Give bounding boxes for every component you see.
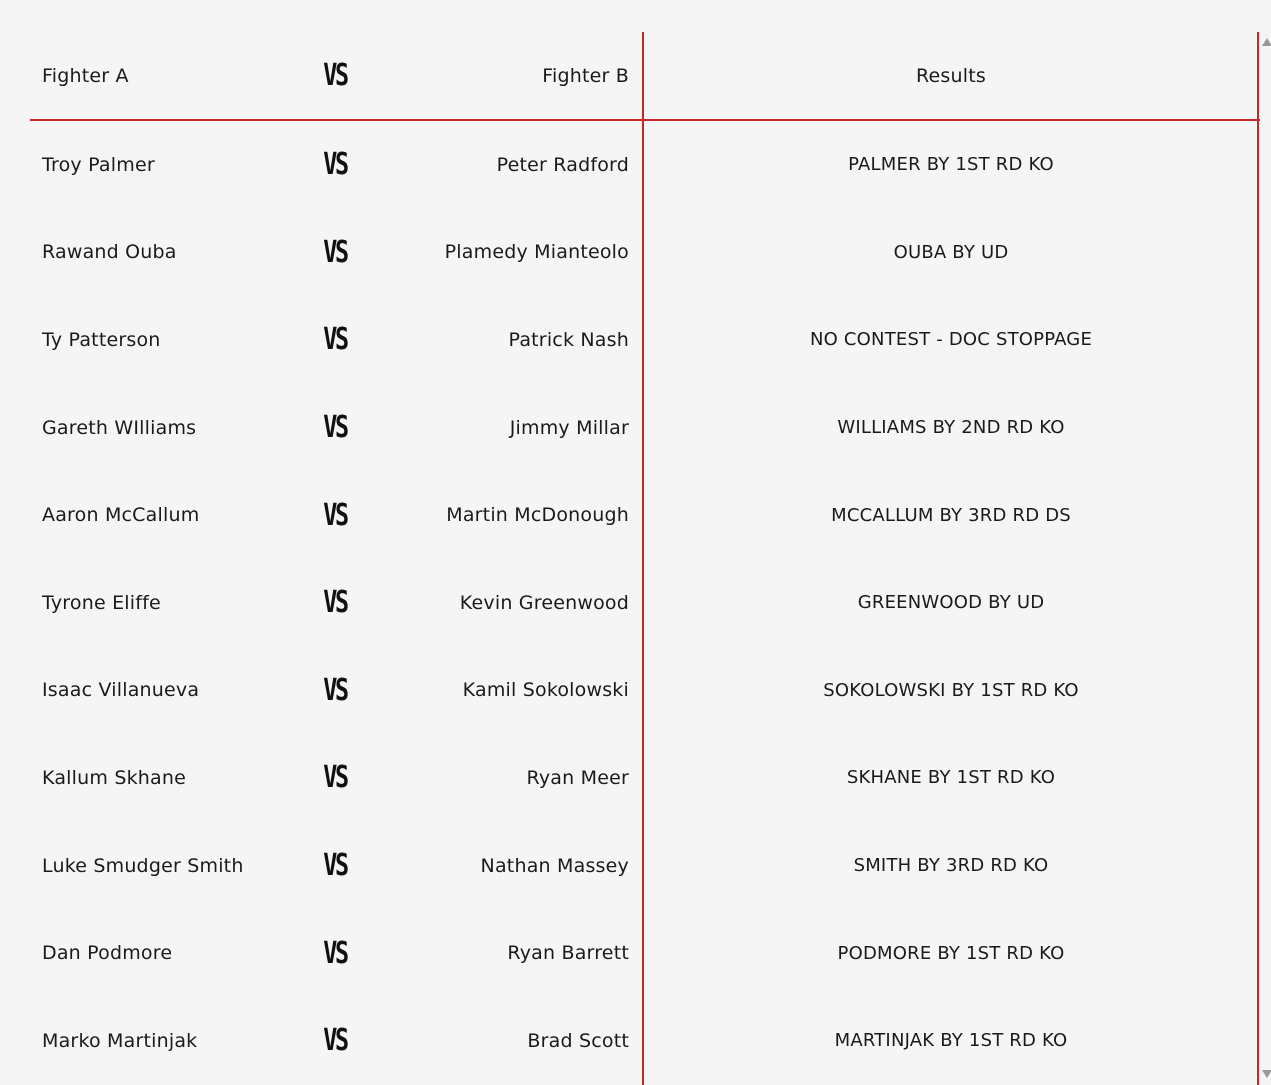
fight-results-table [30, 32, 1260, 1085]
vs-label: VS [323, 234, 347, 270]
fighter-b-name: Brad Scott [527, 1029, 629, 1052]
fight-result: MCCALLUM BY 3RD RD DS [831, 504, 1071, 526]
fight-result: MARTINJAK BY 1ST RD KO [834, 1030, 1068, 1052]
vs-label: VS [323, 760, 347, 796]
fight-result: GREENWOOD BY UD [857, 592, 1045, 614]
fighter-b-name: Kevin Greenwood [459, 591, 629, 614]
table-row [30, 909, 1260, 997]
fighter-a-name: Isaac Villanueva [42, 679, 200, 702]
vs-label: VS [323, 322, 347, 358]
fight-result: OUBA BY UD [893, 241, 1009, 263]
scroll-down-arrow-icon[interactable] [1262, 1070, 1271, 1078]
table-row [30, 647, 1260, 735]
table-row [30, 734, 1260, 822]
fighter-b-name: Patrick Nash [508, 328, 629, 351]
fighter-a-name: Gareth WIlliams [42, 416, 197, 439]
fighter-a-name: Aaron McCallum [42, 504, 200, 527]
fighter-b-name: Jimmy Millar [509, 416, 629, 439]
header-results: Results [915, 64, 986, 87]
vs-label: VS [323, 848, 347, 884]
fighter-b-name: Kamil Sokolowski [462, 679, 629, 702]
table-row [30, 822, 1260, 910]
scroll-up-arrow-icon[interactable] [1262, 38, 1271, 46]
fighter-a-name: Kallum Skhane [42, 766, 186, 789]
table-row [30, 384, 1260, 472]
fighter-a-name: Marko Martinjak [42, 1029, 198, 1052]
fight-result: PALMER BY 1ST RD KO [848, 154, 1054, 176]
fighter-a-name: Tyrone Eliffe [42, 591, 161, 614]
vs-label: VS [323, 585, 347, 621]
fighter-b-name: Nathan Massey [480, 854, 629, 877]
fighter-a-name: Dan Podmore [42, 942, 173, 965]
fight-result: PODMORE BY 1ST RD KO [837, 942, 1065, 964]
table-row [30, 209, 1260, 297]
fight-result: NO CONTEST - DOC STOPPAGE [809, 329, 1093, 351]
fight-result: SMITH BY 3RD RD KO [853, 855, 1049, 877]
fight-result: WILLIAMS BY 2ND RD KO [837, 417, 1065, 439]
header-fighter-a: Fighter A [42, 64, 129, 87]
fighter-b-name: Peter Radford [496, 153, 629, 176]
table-row [30, 997, 1260, 1085]
table-row [30, 121, 1260, 209]
table-body [30, 121, 1260, 1085]
table-header-row [30, 32, 1260, 121]
vs-label: VS [323, 410, 347, 446]
fighter-a-name: Rawand Ouba [42, 241, 177, 264]
fighter-a-name: Troy Palmer [42, 153, 155, 176]
vs-label: VS [323, 497, 347, 533]
vs-label: VS [323, 672, 347, 708]
vs-label: VS [323, 147, 347, 183]
fighter-a-name: Ty Patterson [42, 328, 161, 351]
vs-label: VS [323, 935, 347, 971]
fighter-a-name: Luke Smudger Smith [42, 854, 244, 877]
fighter-b-name: Plamedy Mianteolo [444, 241, 629, 264]
header-vs: VS [323, 58, 347, 93]
header-fighter-b: Fighter B [542, 64, 629, 87]
vs-label: VS [323, 1023, 347, 1059]
fight-result: SOKOLOWSKI BY 1ST RD KO [823, 679, 1079, 701]
fight-result: SKHANE BY 1ST RD KO [846, 767, 1056, 789]
table-row [30, 559, 1260, 647]
table-row [30, 471, 1260, 559]
fighter-b-name: Martin McDonough [446, 504, 629, 527]
fighter-b-name: Ryan Meer [526, 766, 629, 789]
table-row [30, 296, 1260, 384]
fighter-b-name: Ryan Barrett [507, 942, 629, 965]
